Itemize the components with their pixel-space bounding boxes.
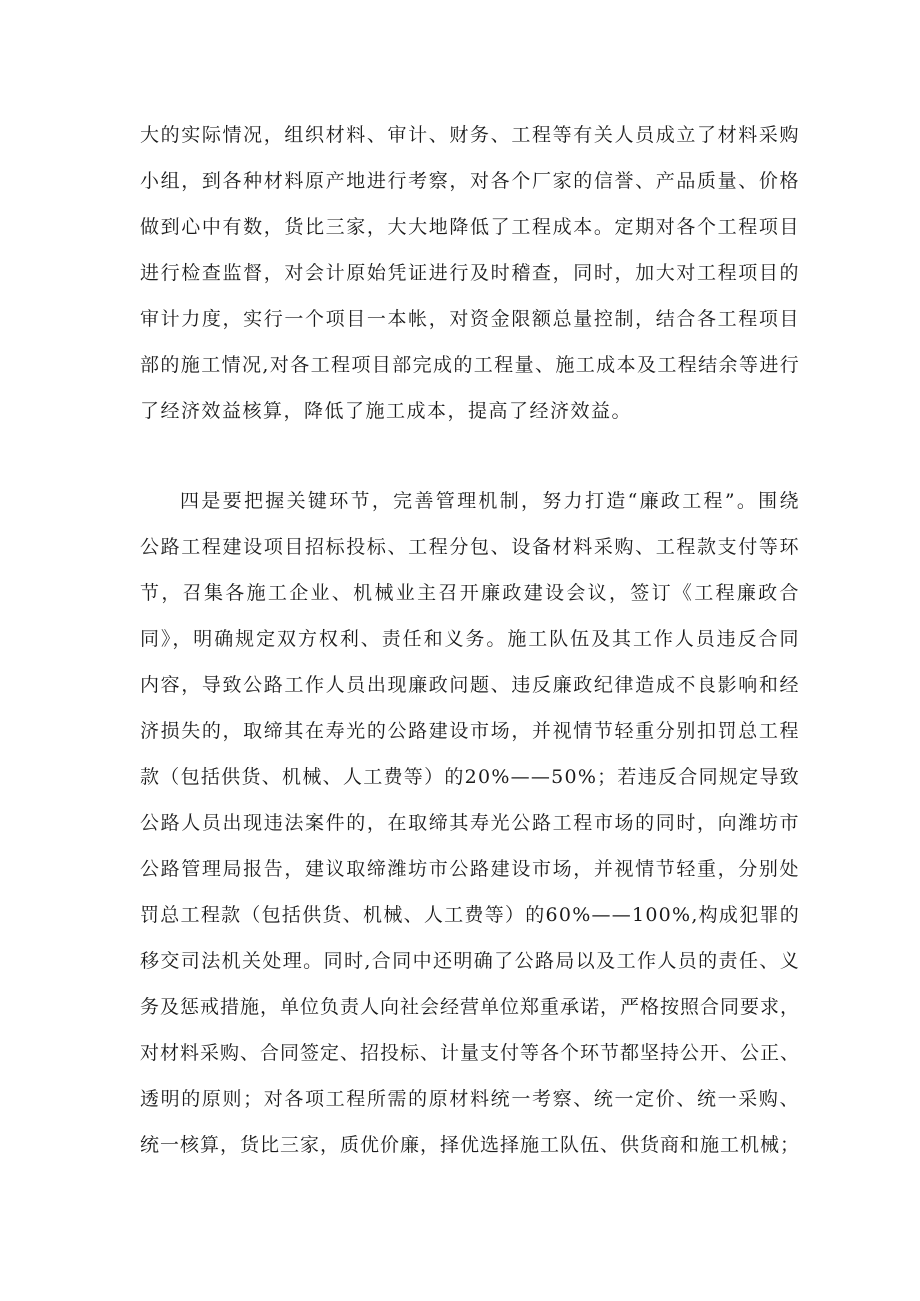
paragraph-integrity-project (140, 478, 800, 1168)
paragraph-cost-control (140, 112, 800, 434)
text-line: 济损失的，取缔其在寿光的公路建设市场，并视情节轻重分别扣罚总工程 (140, 720, 800, 742)
text-line: 小组，到各种材料原产地进行考察，对各个厂家的信誉、产品质量、价格 (140, 170, 800, 192)
text-line: 四是要把握关键环节，完善管理机制，努力打造“廉政工程”。围绕 (180, 490, 800, 512)
text-line: 公路人员出现违法案件的，在取缔其寿光公路工程市场的同时，向潍坊市 (140, 812, 800, 834)
text-line: 公路管理局报告，建议取缔潍坊市公路建设市场，并视情节轻重，分别处 (140, 858, 800, 880)
text-line: 款（包括供货、机械、人工费等）的20%——50%；若违反合同规定导致 (140, 766, 800, 788)
text-line: 了经济效益核算，降低了施工成本，提高了经济效益。 (140, 400, 633, 422)
text-line: 节，召集各施工企业、机械业主召开廉政建设会议，签订《工程廉政合 (140, 582, 800, 604)
text-line: 统一核算，货比三家，质优价廉，择优选择施工队伍、供货商和施工机械； (140, 1134, 801, 1156)
text-line: 对材料采购、合同签定、招投标、计量支付等各个环节都坚持公开、公正、 (140, 1042, 801, 1064)
text-line: 罚总工程款（包括供货、机械、人工费等）的60%——100%,构成犯罪的 (140, 904, 800, 926)
text-line: 做到心中有数，货比三家，大大地降低了工程成本。定期对各个工程项目 (140, 216, 800, 238)
text-line: 移交司法机关处理。同时,合同中还明确了公路局以及工作人员的责任、义 (140, 950, 800, 972)
text-line: 进行检查监督，对会计原始凭证进行及时稽查，同时，加大对工程项目的 (140, 262, 800, 284)
text-line: 透明的原则；对各项工程所需的原材料统一考察、统一定价、统一采购、 (140, 1088, 800, 1110)
text-line: 内容，导致公路工作人员出现廉政问题、违反廉政纪律造成不良影响和经 (140, 674, 800, 696)
text-line: 公路工程建设项目招标投标、工程分包、设备材料采购、工程款支付等环 (140, 536, 800, 558)
text-line: 务及惩戒措施，单位负责人向社会经营单位郑重承诺，严格按照合同要求， (140, 996, 801, 1018)
text-line: 大的实际情况，组织材料、审计、财务、工程等有关人员成立了材料采购 (140, 124, 800, 146)
text-line: 同》，明确规定双方权利、责任和义务。施工队伍及其工作人员违反合同 (140, 628, 800, 650)
text-line: 部的施工情况,对各工程项目部完成的工程量、施工成本及工程结余等进行 (140, 354, 800, 376)
text-line: 审计力度，实行一个项目一本帐，对资金限额总量控制，结合各工程项目 (140, 308, 800, 330)
